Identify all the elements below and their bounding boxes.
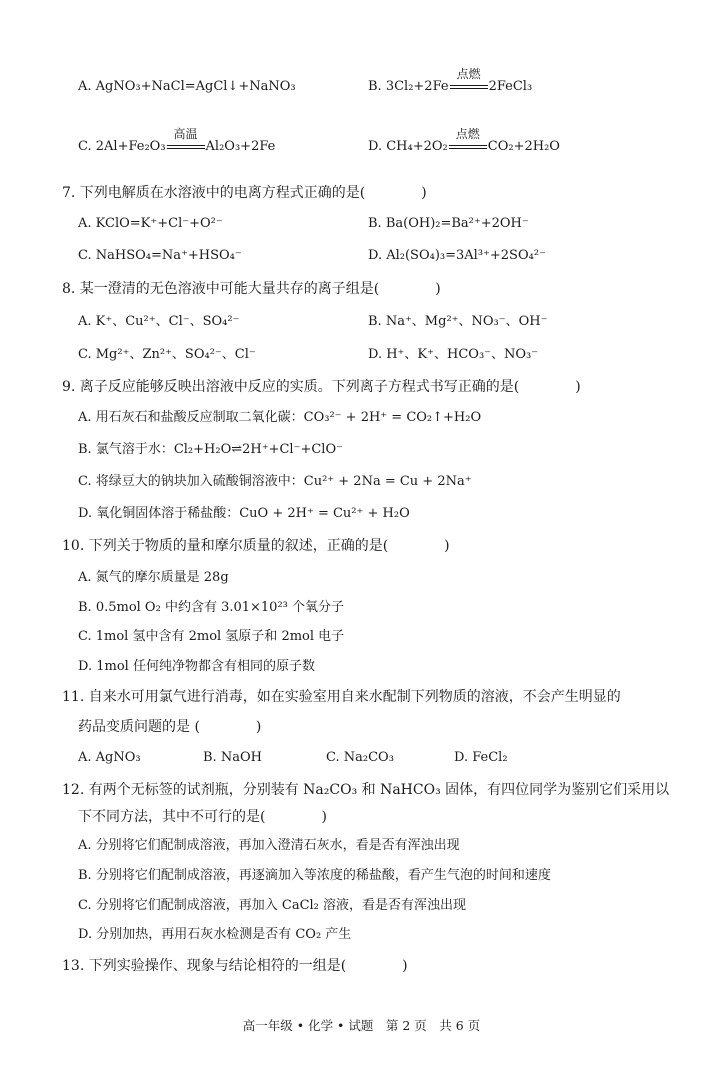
- q6-option-d-products: CO₂+2H₂O: [487, 139, 560, 154]
- q6-option-b: [368, 67, 533, 96]
- q8-option-d: D. H⁺、K⁺、HCO₃⁻、NO₃⁻: [368, 347, 539, 362]
- q11-stem-line1: 11. 自来水可用氯气进行消毒，如在实验室用自来水配制下列物质的溶液，不会产生明显的: [62, 689, 621, 705]
- q12-option-b: B. 分别将它们配制成溶液，再逐滴加入等浓度的稀盐酸，看产生气泡的时间和速度: [78, 868, 551, 883]
- q12-stem-line2: 下不同方法，其中不可行的是( ): [78, 809, 327, 825]
- q8-option-b: B. Na⁺、Mg²⁺、NO₃⁻、OH⁻: [368, 314, 548, 329]
- q6-option-c-reactants: C. 2Al+Fe₂O₃: [78, 139, 166, 154]
- q10-option-a: A. 氮气的摩尔质量是 28g: [78, 570, 229, 585]
- q9-option-b: B. 氯气溶于水：Cl₂+H₂O⇌2H⁺+Cl⁻+ClO⁻: [78, 442, 343, 457]
- q6-option-b-products: 2FeCl₃: [488, 79, 533, 94]
- q6-option-b-reactants: B. 3Cl₂+2Fe: [368, 79, 449, 94]
- q10-option-b: B. 0.5mol O₂ 中约含有 3.01×10²³ 个氧分子: [78, 600, 345, 615]
- q6-option-c-products: Al₂O₃+2Fe: [205, 139, 276, 154]
- q13-stem: 13. 下列实验操作、现象与结论相符的一组是( ): [62, 958, 408, 974]
- q8-stem: 8. 某一澄清的无色溶液中可能大量共存的离子组是( ): [62, 281, 441, 297]
- q6-option-d-reactants: D. CH₄+2O₂: [368, 139, 448, 154]
- q12-option-c: C. 分别将它们配制成溶液，再加入 CaCl₂ 溶液，看是否有浑浊出现: [78, 898, 467, 913]
- q12-stem-line1: 12. 有两个无标签的试剂瓶，分别装有 Na₂CO₃ 和 NaHCO₃ 固体，有四位同学为鉴别它们采用以: [62, 782, 670, 798]
- q6-option-c: [78, 127, 276, 156]
- q7-option-a: A. KClO=K⁺+Cl⁻+O²⁻: [78, 216, 223, 231]
- reaction-condition: [450, 67, 488, 96]
- q7-option-b: B. Ba(OH)₂=Ba²⁺+2OH⁻: [368, 216, 529, 231]
- condition-label: 点燃: [456, 67, 481, 81]
- reaction-condition: [167, 127, 205, 156]
- q9-option-a: A. 用石灰石和盐酸反应制取二氧化碳：CO₃²⁻ + 2H⁺ = CO₂↑+H₂O: [78, 410, 482, 425]
- equals-bar: [450, 85, 488, 89]
- q11-option-d: D. FeCl₂: [454, 750, 508, 765]
- q11-stem-line2: 药品变质问题的是 ( ): [78, 719, 262, 735]
- equals-bar: [449, 145, 487, 149]
- q12-option-a: A. 分别将它们配制成溶液，再加入澄清石灰水，看是否有浑浊出现: [78, 838, 460, 853]
- q8-option-a: A. K⁺、Cu²⁺、Cl⁻、SO₄²⁻: [78, 314, 240, 329]
- q10-option-d: D. 1mol 任何纯净物都含有相同的原子数: [78, 659, 315, 674]
- q8-option-c: C. Mg²⁺、Zn²⁺、SO₄²⁻、Cl⁻: [78, 347, 256, 362]
- q6-option-d: [368, 127, 560, 156]
- q10-option-c: C. 1mol 氢中含有 2mol 氢原子和 2mol 电子: [78, 629, 345, 644]
- q11-option-b: B. NaOH: [203, 750, 262, 765]
- q7-option-c: C. NaHSO₄=Na⁺+HSO₄⁻: [78, 248, 242, 263]
- condition-label: 高温: [173, 127, 198, 141]
- reaction-condition: [449, 127, 487, 156]
- q9-stem: 9. 离子反应能够反映出溶液中反应的实质。下列离子方程式书写正确的是( ): [62, 379, 581, 395]
- q10-stem: 10. 下列关于物质的量和摩尔质量的叙述，正确的是( ): [62, 538, 450, 554]
- q12-option-d: D. 分别加热，再用石灰水检测是否有 CO₂ 产生: [78, 927, 352, 942]
- equals-bar: [167, 145, 205, 149]
- q9-option-c: C. 将绿豆大的钠块加入硫酸铜溶液中：Cu²⁺ + 2Na = Cu + 2Na⁺: [78, 474, 472, 489]
- condition-label: 点燃: [455, 127, 480, 141]
- q9-option-d: D. 氧化铜固体溶于稀盐酸：CuO + 2H⁺ = Cu²⁺ + H₂O: [78, 506, 410, 521]
- q7-option-d: D. Al₂(SO₄)₃=3Al³⁺+2SO₄²⁻: [368, 248, 546, 263]
- q11-option-a: A. AgNO₃: [78, 750, 141, 765]
- q7-stem: 7. 下列电解质在水溶液中的电离方程式正确的是( ): [62, 185, 427, 201]
- page-footer: 高一年级 • 化学 • 试题 第 2 页 共 6 页: [242, 1018, 481, 1033]
- q6-option-a: A. AgNO₃+NaCl=AgCl↓+NaNO₃: [78, 79, 296, 94]
- q11-option-c: C. Na₂CO₃: [326, 750, 394, 765]
